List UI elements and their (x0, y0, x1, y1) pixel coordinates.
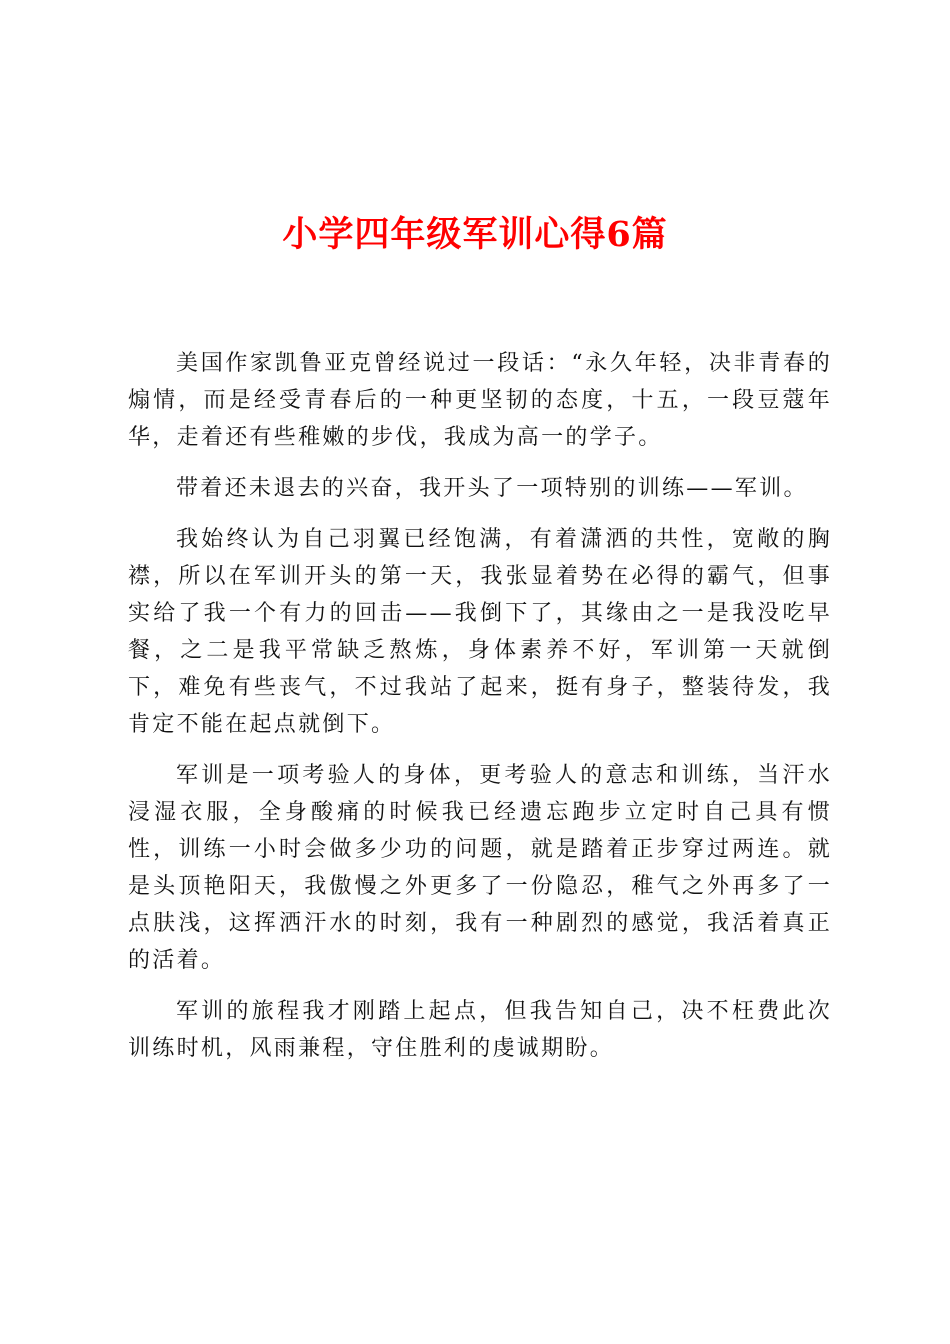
document-title: 小学四年级军训心得6篇 (282, 214, 668, 255)
paragraph-3: 我始终认为自己羽翼已经饱满，有着潇洒的共性，宽敞的胸襟，所以在军训开头的第一天，我张显着势在必得的霸气，但事实给了我一个有力的回击——我倒下了，其缘由之一是我没吃早餐，之二是我平常缺乏熬炼，身体素养不好，军训第一天就倒下，难免有些丧气，不过我站了起来，挺有身子，整装待发，我肯定不能在起点就倒下。 (128, 527, 832, 737)
paragraph-1: 美国作家凯鲁亚克曾经说过一段话：“永久年轻，决非青春的煽情，而是经受青春后的一种更坚韧的态度，十五，一段豆蔻年华，走着还有些稚嫩的步伐，我成为高一的学子。 (128, 351, 832, 450)
paragraph-4: 军训是一项考验人的身体，更考验人的意志和训练，当汗水浸湿衣服，全身酸痛的时候我已经遗忘跑步立定时自己具有惯性，训练一小时会做多少功的问题，就是踏着正步穿过两连。就是头顶艳阳天，我傲慢之外更多了一份隐忍，稚气之外再多了一点肤浅，这挥洒汗水的时刻，我有一种剧烈的感觉，我活着真正的活着。 (128, 763, 832, 973)
paragraph-2: 带着还未退去的兴奋，我开头了一项特别的训练——军训。 (176, 476, 808, 501)
document-body (128, 345, 832, 1081)
paragraph-5: 军训的旅程我才刚踏上起点，但我告知自己，决不枉费此次训练时机，风雨兼程，守住胜利的虔诚期盼。 (128, 999, 832, 1061)
